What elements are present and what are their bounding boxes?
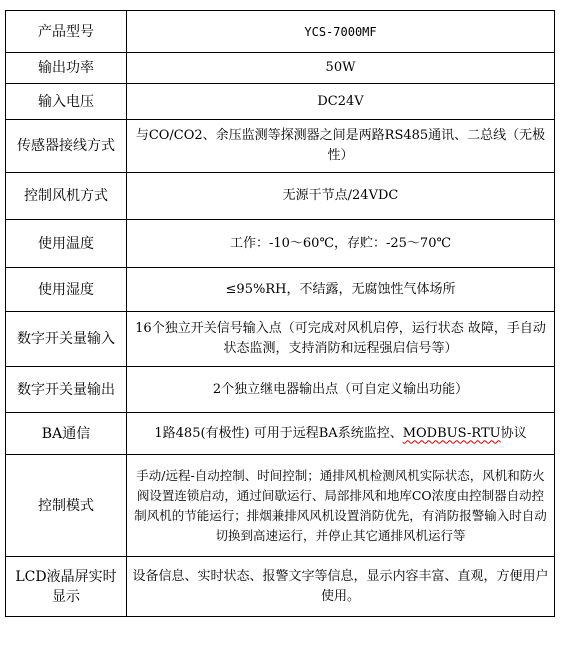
row-label: 控制风机方式 [6,173,127,220]
table-row [6,367,555,413]
row-value: 工作：-10～60℃，存贮：-25～70℃ [127,220,555,268]
row-value: ≤95%RH，不结露，无腐蚀性气体场所 [127,268,555,312]
ba-text-before: 1路485(有极性) 可用于远程BA系统监控、 [154,425,403,441]
row-value: 16个独立开关信号输入点（可完成对风机启停，运行状态 故障，手自动状态监测，支持消防和远程强启信号等） [127,312,555,367]
table-row [6,413,555,455]
row-label: 数字开关量输出 [6,367,127,413]
table-row [6,84,555,120]
table-row [6,312,555,367]
row-label: 使用温度 [6,220,127,268]
row-label: LCD液晶屏实时显示 [6,557,127,617]
row-label: 使用湿度 [6,268,127,312]
table-row [6,557,555,617]
row-label: 输出功率 [6,53,127,84]
spec-table [5,10,555,617]
table-row [6,11,555,53]
row-value: 与CO/CO2、余压监测等探测器之间是两路RS485通讯、二总线（无极性） [127,120,555,173]
table-row [6,173,555,220]
table-row [6,455,555,557]
row-value: 设备信息、实时状态、报警文字等信息，显示内容丰富、直观，方便用户使用。 [127,557,555,617]
row-label: 传感器接线方式 [6,120,127,173]
row-label: 数字开关量输入 [6,312,127,367]
table-row [6,268,555,312]
row-value: 50W [127,53,555,84]
ba-text-after: 协议 [500,425,527,441]
row-value: 手动/远程-自动控制、时间控制；通排风机检测风机实际状态，风机和防火阀设置连锁启动，通过间歇运行、局部排风和地库CO浓度由控制器自动控制风机的节能运行；排烟兼排风风机设置消防优先，有消防报警输入时自动切换到高速运行，并停止其它通排风机运行等 [127,455,555,557]
table-row [6,220,555,268]
table-row [6,120,555,173]
row-value: YCS-7000MF [127,11,555,53]
row-value: 无源干节点/24VDC [127,173,555,220]
row-label: 产品型号 [6,11,127,53]
table-row [6,53,555,84]
row-value [127,413,555,455]
spellcheck-marked-text: MODBUS-RTU [402,425,501,441]
row-value: DC24V [127,84,555,120]
row-label: 输入电压 [6,84,127,120]
row-value: 2个独立继电器输出点（可自定义输出功能） [127,367,555,413]
row-label: BA通信 [6,413,127,455]
row-label: 控制模式 [6,455,127,557]
